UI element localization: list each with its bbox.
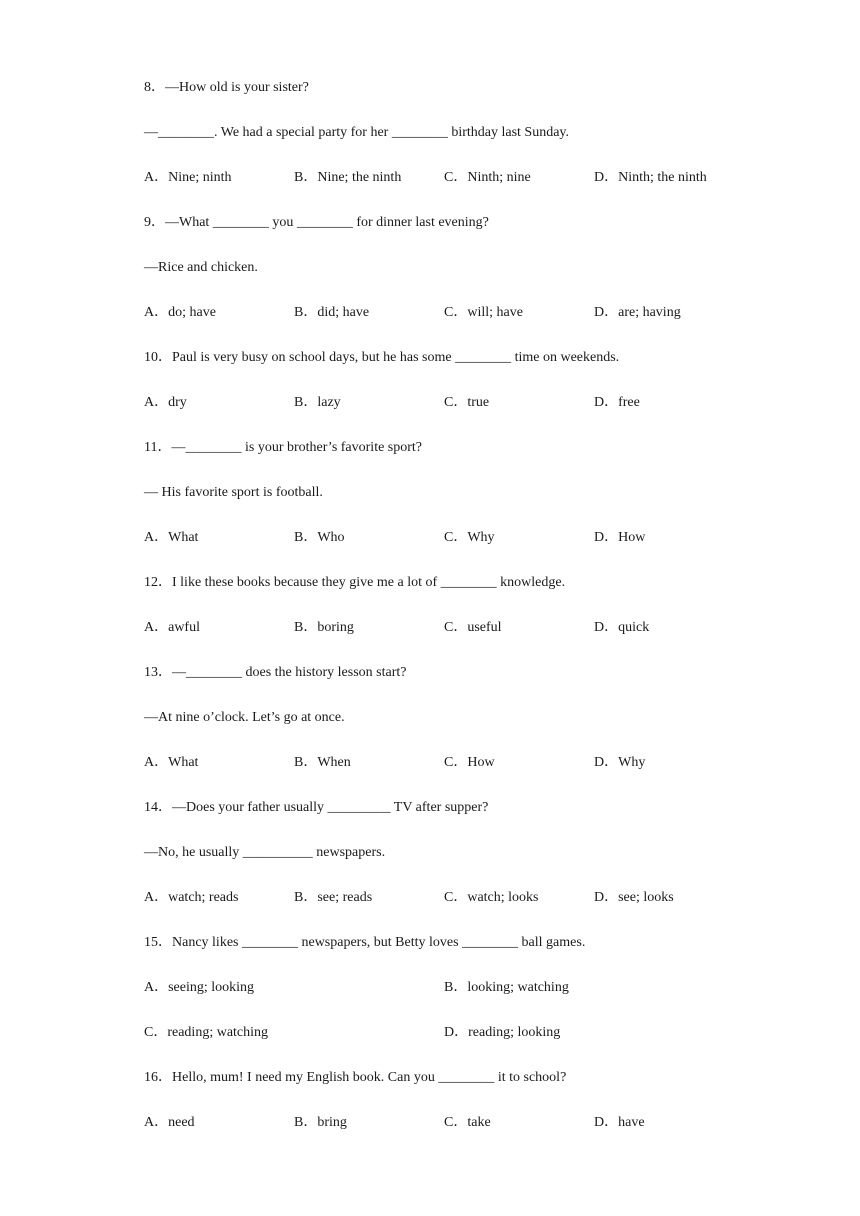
option-b: B．see; reads bbox=[294, 890, 373, 905]
option-c: C．watch; looks bbox=[444, 890, 539, 905]
option-c: C．reading; watching bbox=[144, 1025, 269, 1040]
option-d: D．have bbox=[594, 1115, 645, 1130]
option-d: D．quick bbox=[594, 620, 650, 635]
question-13-options bbox=[144, 753, 764, 773]
option-a: A．watch; reads bbox=[144, 890, 239, 905]
option-d: D．see; looks bbox=[594, 890, 674, 905]
option-c: C．true bbox=[444, 395, 490, 410]
option-d: D．reading; looking bbox=[444, 1025, 561, 1040]
option-a: A．Nine; ninth bbox=[144, 170, 232, 185]
option-d: D．How bbox=[594, 530, 646, 545]
question-16-options bbox=[144, 1113, 764, 1133]
question-10-options bbox=[144, 393, 764, 413]
question-11-reply: — His favorite sport is football. bbox=[144, 485, 323, 500]
option-b: B．looking; watching bbox=[444, 980, 569, 995]
option-d: D．are; having bbox=[594, 305, 681, 320]
question-13-reply: —At nine o’clock. Let’s go at once. bbox=[144, 710, 345, 725]
option-c: C．take bbox=[444, 1115, 491, 1130]
option-a: A．What bbox=[144, 530, 199, 545]
option-a: A．do; have bbox=[144, 305, 216, 320]
question-8-reply: —________. We had a special party for her ________ birthday last Sunday. bbox=[144, 125, 570, 140]
question-11-stem: 11．—________ is your brother’s favorite sport? bbox=[144, 440, 423, 455]
question-13-stem: 13．—________ does the history lesson start? bbox=[144, 665, 407, 680]
option-d: D．Ninth; the ninth bbox=[594, 170, 707, 185]
option-a: A．What bbox=[144, 755, 199, 770]
option-a: A．seeing; looking bbox=[144, 980, 255, 995]
question-15-options-row1 bbox=[144, 978, 764, 998]
option-a: A．awful bbox=[144, 620, 200, 635]
question-15-options-row2 bbox=[144, 1023, 764, 1043]
option-b: B．Who bbox=[294, 530, 345, 545]
question-14-reply: —No, he usually __________ newspapers. bbox=[144, 845, 386, 860]
option-a: A．dry bbox=[144, 395, 187, 410]
question-10-stem: 10．Paul is very busy on school days, but he has some ________ time on weekends. bbox=[144, 350, 620, 365]
question-9-options bbox=[144, 303, 764, 323]
option-c: C．will; have bbox=[444, 305, 523, 320]
question-9-stem: 9．—What ________ you ________ for dinner last evening? bbox=[144, 215, 489, 230]
option-b: B．boring bbox=[294, 620, 354, 635]
option-c: C．Ninth; nine bbox=[444, 170, 531, 185]
question-11-options bbox=[144, 528, 764, 548]
question-12-stem: 12．I like these books because they give me a lot of ________ knowledge. bbox=[144, 575, 566, 590]
option-c: C．How bbox=[444, 755, 495, 770]
question-8-options bbox=[144, 168, 764, 188]
option-b: B．Nine; the ninth bbox=[294, 170, 402, 185]
question-12-options bbox=[144, 618, 764, 638]
option-a: A．need bbox=[144, 1115, 195, 1130]
option-d: D．Why bbox=[594, 755, 646, 770]
question-8-stem: 8．—How old is your sister? bbox=[144, 80, 309, 95]
option-c: C．Why bbox=[444, 530, 495, 545]
question-14-stem: 14．—Does your father usually _________ TV after supper? bbox=[144, 800, 489, 815]
option-b: B．did; have bbox=[294, 305, 370, 320]
question-16-stem: 16．Hello, mum! I need my English book. Can you ________ it to school? bbox=[144, 1070, 567, 1085]
option-b: B．lazy bbox=[294, 395, 341, 410]
option-d: D．free bbox=[594, 395, 640, 410]
option-c: C．useful bbox=[444, 620, 502, 635]
question-15-stem: 15．Nancy likes ________ newspapers, but Betty loves ________ ball games. bbox=[144, 935, 586, 950]
option-b: B．When bbox=[294, 755, 351, 770]
question-14-options bbox=[144, 888, 764, 908]
option-b: B．bring bbox=[294, 1115, 347, 1130]
question-9-reply: —Rice and chicken. bbox=[144, 260, 258, 275]
